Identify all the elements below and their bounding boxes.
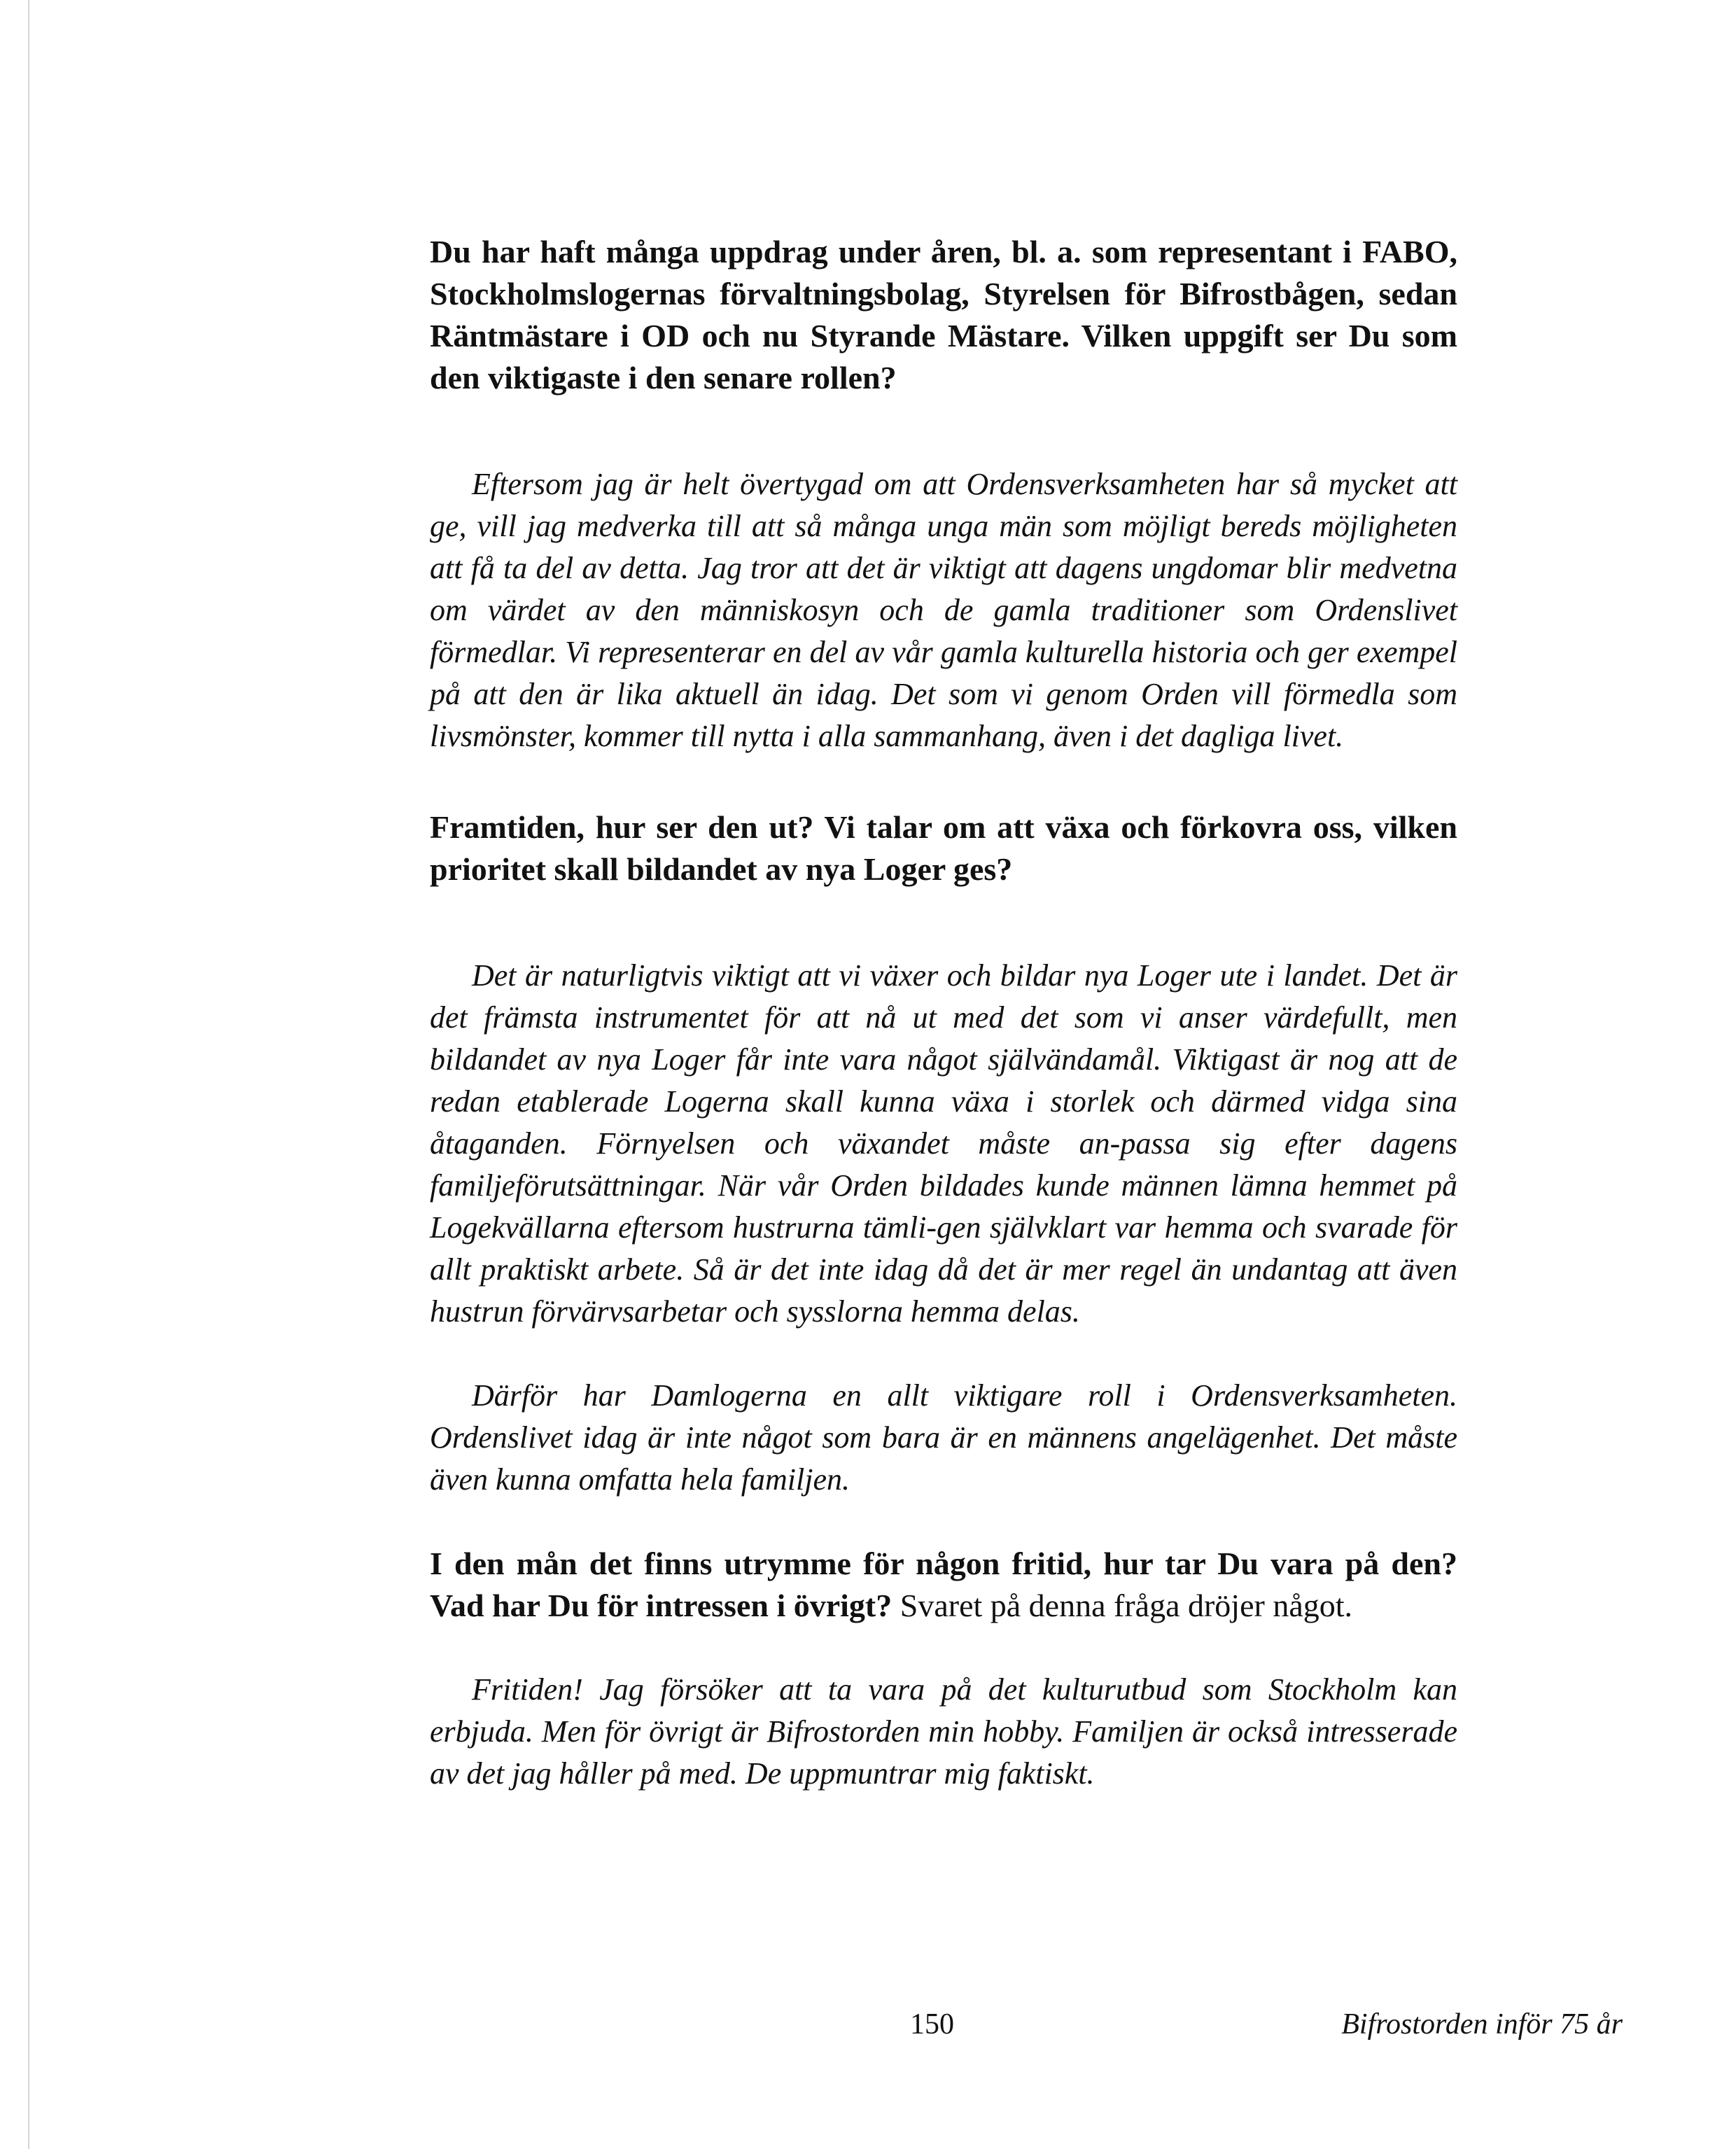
answer-2: Det är naturligtvis viktigt att vi växer och bildar nya Loger ute i landet. Det är det främsta instrumentet för att nå ut med det som vi anser värdefullt, men bildandet av nya Loger får inte vara något självändamål. Viktigast är nog att de redan etablerade Logerna skall kunna växa i storlek och därmed vidga sina åtaganden. Förnyelsen och växandet måste an-passa sig efter dagens familjeförutsättningar. När vår Orden bildades kunde männen lämna hemmet på Logekvällarna eftersom hustrurna tämli-gen självklart var hemma och svarade för allt praktiskt arbete. Så är det inte idag då det är mer regel än undantag att även hustrun förvärvsarbetar och sysslorna hemma delas. [430, 958, 1457, 1329]
question-3-note: Svaret på denna fråga dröjer något. [892, 1588, 1353, 1623]
question-2: Framtiden, hur ser den ut? Vi talar om att växa och förkovra oss, vilken prioritet skall bildandet av nya Loger ges? [430, 809, 1457, 887]
page-body [430, 231, 1457, 1795]
page-number: 150 [910, 2008, 954, 2040]
scan-edge-line [28, 0, 29, 2149]
question-3-text: I den mån det finns utrymme för någon fritid, hur tar Du vara på den? Vad har Du för intressen i övrigt? [430, 1546, 1457, 1623]
answer-1: Eftersom jag är helt övertygad om att Ordensverksamheten har så mycket att ge, vill jag medverka till att så många unga män som möjligt bereds möjligheten att få ta del av detta. Jag tror att det är viktigt att dagens ungdomar blir medvetna om värdet av den människosyn och de gamla traditioner som Ordenslivet förmedlar. Vi representerar en del av vår gamla kulturella historia och ger exempel på att den är lika aktuell än idag. Det som vi genom Orden vill förmedla som livsmönster, kommer till nytta i alla sammanhang, även i det dagliga livet. [430, 467, 1457, 753]
question-3 [430, 1543, 1457, 1627]
question-1: Du har haft många uppdrag under åren, bl. a. som representant i FABO, Stockholmslogernas förvaltningsbolag, Styrelsen för Bifrostbågen, sedan Räntmästare i OD och nu Styrande Mästare. Vilken uppgift ser Du som den viktigaste i den senare rollen? [430, 234, 1457, 396]
answer-3: Fritiden! Jag försöker att ta vara på det kulturutbud som Stockholm kan erbjuda. Men för övrigt är Bifrostorden min hobby. Familjen är också intresserade av det jag håller på med. De uppmuntrar mig faktiskt. [430, 1672, 1457, 1791]
running-footer-title: Bifrostorden inför 75 år [1341, 2008, 1623, 2040]
answer-2-continued: Därför har Damlogerna en allt viktigare roll i Ordensverksamheten. Ordenslivet idag är inte något som bara är en männens angelägenhet. Det måste även kunna omfatta hela familjen. [430, 1378, 1457, 1497]
